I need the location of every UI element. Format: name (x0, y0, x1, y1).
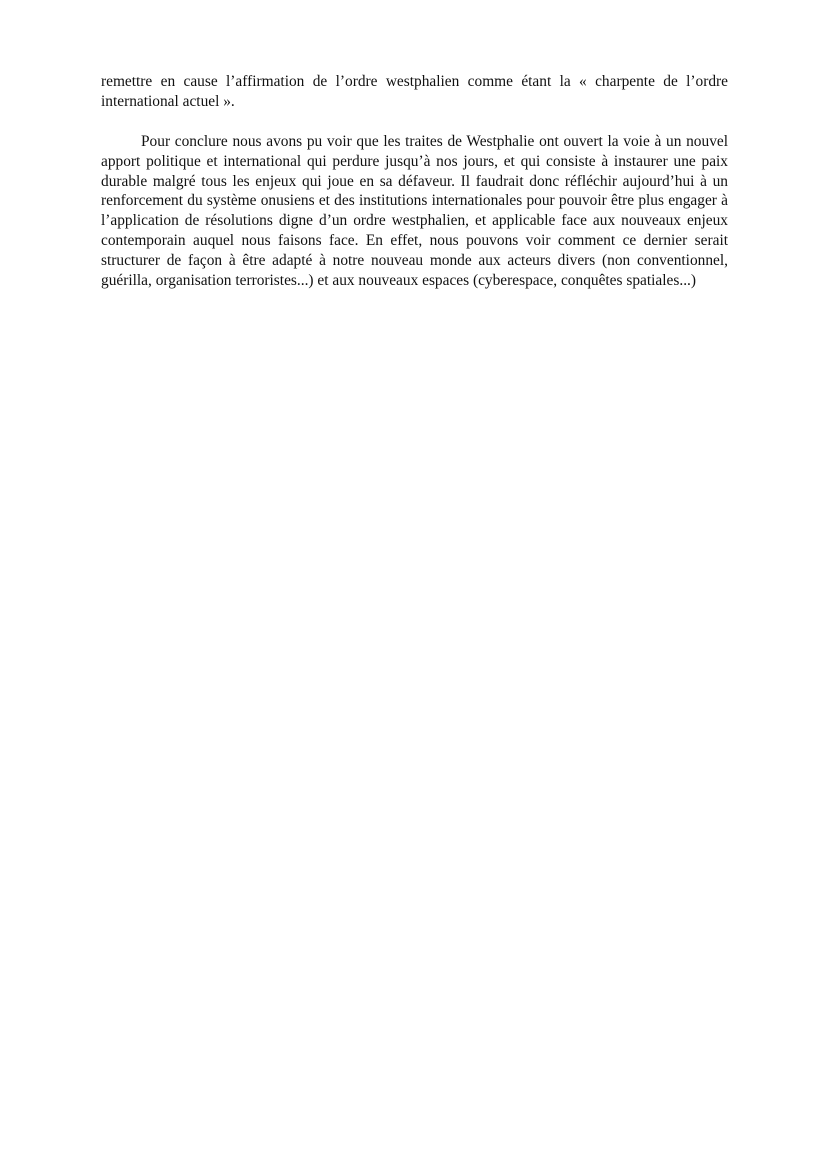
paragraph-continuation: remettre en cause l’affirmation de l’ordre westphalien comme étant la « charpente de l’ordre international actuel ». (101, 73, 728, 110)
paragraph-conclusion: Pour conclure nous avons pu voir que les traites de Westphalie ont ouvert la voie à un nouvel apport politique et international qui perdure jusqu’à nos jours, et qui consiste à instaurer une paix durable malgré tous les enjeux qui joue en sa défaveur. Il faudrait donc réfléchir aujourd’hui à un renforcement du système onusiens et des institutions internationales pour pouvoir être plus engager à l’application de résolutions digne d’un ordre westphalien, et applicable face aux nouveaux enjeux contemporain auquel nous faisons face. En effet, nous pouvons voir comment ce dernier serait structurer de façon à être adapté à notre nouveau monde aux acteurs divers (non conventionnel, guérilla, organisation terroristes...) et aux nouveaux espaces (cyberespace, conquêtes spatiales...) (101, 133, 728, 289)
